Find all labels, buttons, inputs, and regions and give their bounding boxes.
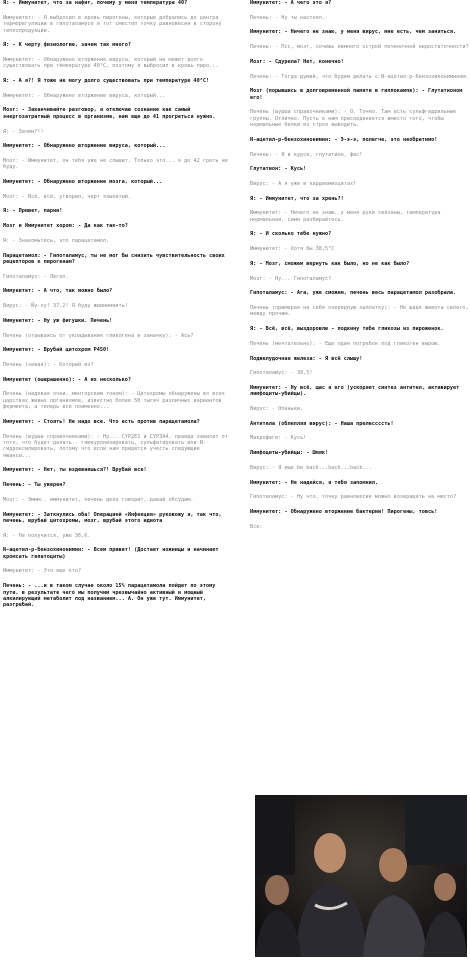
dialogue-line: Иммунитет (ошарашенно): - А их несколько? <box>3 376 132 383</box>
dialogue-line: Печень (шурша справочниками): - Ну... CYP2E1 и CYP3A4, правда зависит от того, что будет делать - глюкуронизировать, сульфатировать или N-гидроксилировать, потому что если нам придется учесть следующие нюансы... <box>3 433 228 459</box>
left-column <box>3 0 229 617</box>
dialogue-line: Все: <box>250 523 263 530</box>
right-column <box>250 0 470 538</box>
dialogue-line: Лимфоциты-убийцы: - Шмяк! <box>250 450 329 457</box>
dialogue-line: Я: - К черту физиологию, зачем так много? <box>3 42 132 49</box>
dialogue-line: Я: - Иммунитет, что за хрень?! <box>250 195 344 202</box>
dialogue-line: Я: - Привет, парни! <box>3 208 63 215</box>
dialogue-line: Мозг: - Ну... Гипоталамус? <box>250 275 332 282</box>
dialogue-line: Вирус: - Я еще be back...back...back... <box>250 464 372 471</box>
dialogue-line: Гипоталамус: - Легко. <box>3 273 69 280</box>
dialogue-line: Глутатион: - Кусь! <box>250 166 307 173</box>
dialogue-line: Гипоталамус: - Ну что, точку равновесия можно возвращать на место? <box>250 494 457 501</box>
dialogue-line: Иммунитет: - Обнаружено вторжение мозга, который... <box>3 179 163 186</box>
dialogue-line: Печень: - Ну ты настоял. <box>250 14 325 21</box>
dialogue-line: Печень: - Ты уверен? <box>3 482 66 489</box>
dialogue-line: Мозг (порывшись в долговременной памяти в гиппокампе): - Глутатионом его! <box>250 88 463 101</box>
dialogue-line: Иммунитет: - Врубай цитохром Р450! <box>3 347 110 354</box>
dialogue-line: Иммунитет: - Хотя бы 38,5°С <box>250 246 335 253</box>
dialogue-line: Гипоталамус: - Ага, уже сможем, печень весь парацетамол разобрала. <box>250 290 457 297</box>
dialogue-line: Гипоталамус: - 38,5! <box>250 370 313 377</box>
dialogue-line: Печень: - Псс, мозг, хочешь немного острой печеночной недостаточности? <box>250 44 469 51</box>
dialogue-line: Я: - А я?! Я тоже не могу долго существовать при температуре 40°С! <box>3 78 210 85</box>
dialogue-line: Иммунитет: - А чего это я? <box>250 0 332 6</box>
dialogue-line: Мозг: - Сдурела? Нет, конечно! <box>250 58 344 65</box>
dialogue-line: Я: - Зачем?!! <box>3 128 44 135</box>
dialogue-line: Я: - Иммунитет, что за нафиг, почему у меня температура 40? <box>3 0 188 6</box>
dialogue-line: Я: - Знакомьтесь, это парацетамол. <box>3 237 110 244</box>
dialogue-line: Мозг: - Всё, всё, угворил, черт языкатый. <box>3 193 132 200</box>
dialogue-line: Я: - Мозг, сможем вернуть как было, но не как было? <box>250 260 410 267</box>
dialogue-line: Иммунитет: - А что, так можно было? <box>3 288 113 295</box>
dialogue-line: Иммунитет: - Ну всё, щас я его (ускоряет синтез антител, активирует лимфоциты-убийцы). <box>250 384 460 398</box>
dialogue-line: Иммунитет: - Ничего не знаю, у меня вирус, мне есть, чем заняться. <box>250 29 457 36</box>
dialogue-line: Мозг и Иммунитет хором: - Да как так-то? <box>3 223 128 230</box>
meme-photo-illustration <box>255 795 467 957</box>
dialogue-line: Мозг: - Заканчивайте разговор, я отключаю сознание как самый энергозатратный процесс в организме, нам еще до 41 прогреться нужно. <box>3 107 216 120</box>
dialogue-line: Мозг: - Иммунитет, он тебя уже не слышит. Только это... я до 42 греть не буду. <box>3 157 228 171</box>
meme-photo <box>255 795 467 957</box>
dialogue-line: N-ацетил-р-бензохинонимин: - Э-э-э, полегче, это необратимо! <box>250 136 438 143</box>
dialogue-line: Печень: - ...и в таком случае около 15% парацетамола пойдет по этому пути, в результате чего мы получим чрезвычайно активный и мощный алкилирующий метаболит под названием... А. Он уже тут. Иммунитет, разгребай. <box>3 583 216 609</box>
dialogue-line: Печень (примерая на себя очередную заплатку): - Не щадя живота своего, между прочим. <box>250 304 469 318</box>
dialogue-line: Я: - И сколько тебе нужно? <box>250 231 332 238</box>
dialogue-line: Я: - Всё, всё, выздоровлю - подкину тебе гликозы из пироженок. <box>250 326 444 333</box>
dialogue-line: Печень (мечтательно): - Еще один погребок под гликоген вырою. <box>250 340 441 347</box>
dialogue-line: Иммунитет: - Заткнулись оба! Операцией «Инфекция» руковожу я, так что, печень, врубай цитохромы, мозг, врубай этого идиота <box>3 511 222 524</box>
dialogue-line: Иммунитет: - Стоять! Не надо все. Что есть против парацетамола? <box>3 418 200 425</box>
dialogue-line: Вирус: - Йу-ху! 37,2! Я буду жииииииить! <box>3 303 128 310</box>
dialogue-line: Вирус: - Опаньки. <box>250 406 304 413</box>
dialogue-line: Печень (шурша справочниками): - О. Точно. Там есть сульфгидрильные группы. Отлично. Пусть к ним присоединяется вместо того, чтобы нормальные белки из строя выводить. <box>250 109 457 129</box>
dialogue-line: Печень (надевая очки, менторским тоном): - Цитохромы обнаружены во всех царствах живых организмов, известно более 50 тысяч различных вариантов фермента, а теперь все поименно... <box>3 391 225 411</box>
dialogue-line: Печень: - Тогда думай, что будем делать с N-ацетил-р-бензохинонимином. <box>250 73 469 80</box>
dialogue-line: Печень (зевая): - Который из? <box>3 361 94 368</box>
dialogue-line: Поджелудочная железа: - Я всё слышу! <box>250 355 363 362</box>
dialogue-line: Иммунитет: - Ну уж фигушки. Печень! <box>3 317 113 324</box>
dialogue-line: Я: - Не получится, уже 36,6. <box>3 532 91 539</box>
dialogue-line: N-ацетил-р-бензохинонимин: - Всем привет! (Достает ножницы и начинает кромсать гепатоциты) <box>3 547 219 560</box>
dialogue-line: Иммунитет: - Ничего не знаю, у меня руки связаны, температура нормальная, сами разбирайтесь. <box>250 210 441 223</box>
dialogue-line: Иммунитет: - Это еще кто? <box>3 568 82 575</box>
dialogue-line: Иммунитет: - Нет, ты издеваешься?! Врубай все! <box>3 467 147 474</box>
dialogue-line: Иммунитет: - Обнаружено вторжение вируса, который... <box>3 92 166 99</box>
dialogue-line: Вирус: - А я уже в кардиомиоцитах! <box>250 180 357 187</box>
dialogue-line: Парацетамол: - Гипоталамус, ты не мог бы снизить чувствительность своих рецепторов к пирогенам? <box>3 252 225 265</box>
dialogue-line: Печень: - Я в курсе, глутатион, фас! <box>250 151 363 158</box>
dialogue-line: Иммунитет: - Обнаружено вторжение вируса, который... <box>3 143 166 150</box>
dialogue-line: Мозг: - Эммм.. иммунитет, печень дело говорит, давай обсудим. <box>3 496 194 503</box>
dialogue-line: Антитела (облепляя вирус): - Наша прелессссть! <box>250 420 394 427</box>
dialogue-line: Печень (отрываясь от укладывания гликогена в заначку): - Ась? <box>3 332 194 339</box>
dialogue-line: Иммунитет: - Я выбросил в кровь пирогены, которые добрались до центра терморегуляции в гипоталамусе и тот сместил точку равновесия в сторону теплопродукции. <box>3 14 222 34</box>
dialogue-line: Иммунитет: - Не надейся, я тебя запомнил. <box>250 479 379 486</box>
dialogue-line: Макрофаги: - Кусь! <box>250 435 307 442</box>
dialogue-line: Иммунитет: - Обнаружено вторжение вируса, который не может долго существовать при температуре 40°С, поэтому я выбросил в кровь пиро... <box>3 56 219 70</box>
dialogue-line: Иммунитет: - Обнаружено вторжение бактерии! Пирогены, товсь! <box>250 508 438 515</box>
